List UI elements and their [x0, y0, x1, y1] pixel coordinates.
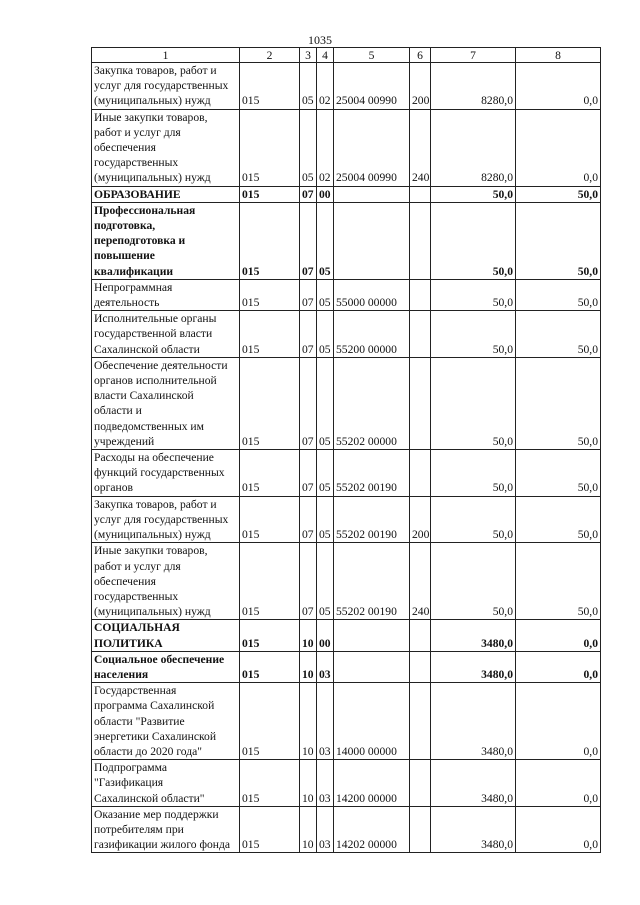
cell-target-article: 55202 00190	[334, 496, 410, 543]
cell-amount-col7: 3480,0	[431, 651, 516, 682]
cell-admin-code: 015	[240, 651, 300, 682]
cell-amount-col8: 50,0	[516, 543, 601, 620]
cell-amount-col7: 50,0	[431, 311, 516, 358]
cell-amount-col8: 50,0	[516, 186, 601, 202]
cell-amount-col7: 50,0	[431, 186, 516, 202]
cell-amount-col7: 50,0	[431, 279, 516, 310]
cell-subsection: 03	[317, 651, 334, 682]
cell-amount-col8: 0,0	[516, 683, 601, 760]
cell-section: 10	[300, 651, 317, 682]
header-row	[92, 48, 601, 63]
cell-amount-col8: 0,0	[516, 620, 601, 651]
row-name: Иные закупки товаров, работ и услуг для обеспечения государственных (муниципальных) нужд	[92, 109, 240, 186]
row-name: Подпрограмма "Газификация Сахалинской области"	[92, 760, 240, 807]
cell-amount-col7: 3480,0	[431, 620, 516, 651]
cell-expense-type	[410, 279, 431, 310]
table-row	[92, 683, 601, 760]
cell-admin-code: 015	[240, 279, 300, 310]
cell-subsection: 05	[317, 357, 334, 449]
cell-amount-col8: 50,0	[516, 279, 601, 310]
cell-section: 07	[300, 279, 317, 310]
table-row	[92, 186, 601, 202]
cell-section: 10	[300, 620, 317, 651]
table-row	[92, 620, 601, 651]
table-row	[92, 311, 601, 358]
cell-amount-col8: 50,0	[516, 202, 601, 279]
cell-section: 07	[300, 543, 317, 620]
cell-amount-col8: 50,0	[516, 357, 601, 449]
cell-admin-code: 015	[240, 496, 300, 543]
cell-admin-code: 015	[240, 202, 300, 279]
cell-section: 05	[300, 63, 317, 110]
cell-expense-type	[410, 683, 431, 760]
cell-amount-col7: 8280,0	[431, 109, 516, 186]
cell-subsection: 05	[317, 311, 334, 358]
cell-admin-code: 015	[240, 760, 300, 807]
cell-section: 07	[300, 311, 317, 358]
cell-expense-type	[410, 620, 431, 651]
cell-admin-code: 015	[240, 63, 300, 110]
cell-subsection: 05	[317, 496, 334, 543]
cell-expense-type: 200	[410, 63, 431, 110]
cell-target-article: 25004 00990	[334, 63, 410, 110]
row-name: Оказание мер поддержки потребителям при газификации жилого фонда	[92, 806, 240, 853]
cell-section: 07	[300, 496, 317, 543]
table-row	[92, 543, 601, 620]
column-header-6: 6	[410, 48, 431, 63]
cell-expense-type	[410, 357, 431, 449]
cell-amount-col8: 0,0	[516, 109, 601, 186]
cell-expense-type	[410, 311, 431, 358]
row-name: Социальное обеспечение населения	[92, 651, 240, 682]
page-number: 1035	[308, 33, 332, 47]
cell-subsection: 05	[317, 202, 334, 279]
cell-amount-col8: 50,0	[516, 450, 601, 497]
cell-section: 10	[300, 683, 317, 760]
cell-section: 07	[300, 186, 317, 202]
cell-expense-type	[410, 202, 431, 279]
cell-amount-col7: 50,0	[431, 450, 516, 497]
cell-subsection: 00	[317, 186, 334, 202]
row-name: Государственная программа Сахалинской области "Развитие энергетики Сахалинской области до 2020 года"	[92, 683, 240, 760]
cell-amount-col8: 0,0	[516, 806, 601, 853]
table-row	[92, 63, 601, 110]
cell-target-article: 55202 00190	[334, 450, 410, 497]
column-header-4: 4	[317, 48, 334, 63]
cell-target-article	[334, 202, 410, 279]
cell-amount-col8: 0,0	[516, 63, 601, 110]
cell-subsection: 03	[317, 683, 334, 760]
table-row	[92, 109, 601, 186]
cell-amount-col8: 50,0	[516, 311, 601, 358]
cell-subsection: 03	[317, 760, 334, 807]
cell-amount-col7: 3480,0	[431, 760, 516, 807]
cell-admin-code: 015	[240, 620, 300, 651]
cell-section: 07	[300, 357, 317, 449]
cell-section: 10	[300, 760, 317, 807]
column-header-5: 5	[334, 48, 410, 63]
cell-subsection: 02	[317, 109, 334, 186]
cell-subsection: 03	[317, 806, 334, 853]
row-name: Закупка товаров, работ и услуг для государственных (муниципальных) нужд	[92, 496, 240, 543]
cell-target-article	[334, 186, 410, 202]
cell-amount-col8: 0,0	[516, 651, 601, 682]
row-name: ОБРАЗОВАНИЕ	[92, 186, 240, 202]
row-name: Профессиональная подготовка, переподготовка и повышение квалификации	[92, 202, 240, 279]
cell-admin-code: 015	[240, 109, 300, 186]
cell-section: 07	[300, 450, 317, 497]
table-row	[92, 496, 601, 543]
cell-expense-type	[410, 651, 431, 682]
cell-expense-type: 240	[410, 543, 431, 620]
row-name: Обеспечение деятельности органов исполнительной власти Сахалинской области и подведомственных им учреждений	[92, 357, 240, 449]
cell-amount-col7: 50,0	[431, 357, 516, 449]
cell-admin-code: 015	[240, 357, 300, 449]
cell-target-article: 14202 00000	[334, 806, 410, 853]
cell-target-article: 14200 00000	[334, 760, 410, 807]
table-row	[92, 279, 601, 310]
cell-expense-type	[410, 450, 431, 497]
cell-target-article: 55202 00000	[334, 357, 410, 449]
column-header-3: 3	[300, 48, 317, 63]
column-header-7: 7	[431, 48, 516, 63]
row-name: Расходы на обеспечение функций государственных органов	[92, 450, 240, 497]
cell-amount-col7: 8280,0	[431, 63, 516, 110]
cell-expense-type	[410, 186, 431, 202]
cell-subsection: 02	[317, 63, 334, 110]
row-name: Иные закупки товаров, работ и услуг для обеспечения государственных (муниципальных) нужд	[92, 543, 240, 620]
cell-admin-code: 015	[240, 543, 300, 620]
row-name: Непрограммная деятельность	[92, 279, 240, 310]
cell-amount-col7: 3480,0	[431, 806, 516, 853]
row-name: Исполнительные органы государственной власти Сахалинской области	[92, 311, 240, 358]
budget-table	[91, 47, 601, 853]
table-row	[92, 357, 601, 449]
cell-section: 05	[300, 109, 317, 186]
cell-section: 10	[300, 806, 317, 853]
column-header-8: 8	[516, 48, 601, 63]
cell-expense-type: 200	[410, 496, 431, 543]
cell-target-article	[334, 620, 410, 651]
cell-amount-col7: 50,0	[431, 496, 516, 543]
cell-admin-code: 015	[240, 186, 300, 202]
cell-amount-col7: 3480,0	[431, 683, 516, 760]
table-body	[92, 63, 601, 853]
cell-target-article: 55200 00000	[334, 311, 410, 358]
cell-target-article: 14000 00000	[334, 683, 410, 760]
cell-target-article: 55000 00000	[334, 279, 410, 310]
table-row	[92, 651, 601, 682]
cell-admin-code: 015	[240, 450, 300, 497]
cell-amount-col7: 50,0	[431, 543, 516, 620]
cell-subsection: 00	[317, 620, 334, 651]
column-header-1: 1	[92, 48, 240, 63]
table-row	[92, 202, 601, 279]
cell-subsection: 05	[317, 279, 334, 310]
table-row	[92, 450, 601, 497]
cell-target-article: 25004 00990	[334, 109, 410, 186]
cell-expense-type	[410, 806, 431, 853]
row-name: СОЦИАЛЬНАЯ ПОЛИТИКА	[92, 620, 240, 651]
table-row	[92, 806, 601, 853]
cell-amount-col8: 0,0	[516, 760, 601, 807]
cell-target-article	[334, 651, 410, 682]
cell-amount-col8: 50,0	[516, 496, 601, 543]
cell-admin-code: 015	[240, 806, 300, 853]
table-row	[92, 760, 601, 807]
cell-subsection: 05	[317, 543, 334, 620]
cell-expense-type: 240	[410, 109, 431, 186]
cell-expense-type	[410, 760, 431, 807]
cell-admin-code: 015	[240, 311, 300, 358]
cell-subsection: 05	[317, 450, 334, 497]
column-header-2: 2	[240, 48, 300, 63]
cell-amount-col7: 50,0	[431, 202, 516, 279]
cell-section: 07	[300, 202, 317, 279]
row-name: Закупка товаров, работ и услуг для государственных (муниципальных) нужд	[92, 63, 240, 110]
cell-admin-code: 015	[240, 683, 300, 760]
cell-target-article: 55202 00190	[334, 543, 410, 620]
